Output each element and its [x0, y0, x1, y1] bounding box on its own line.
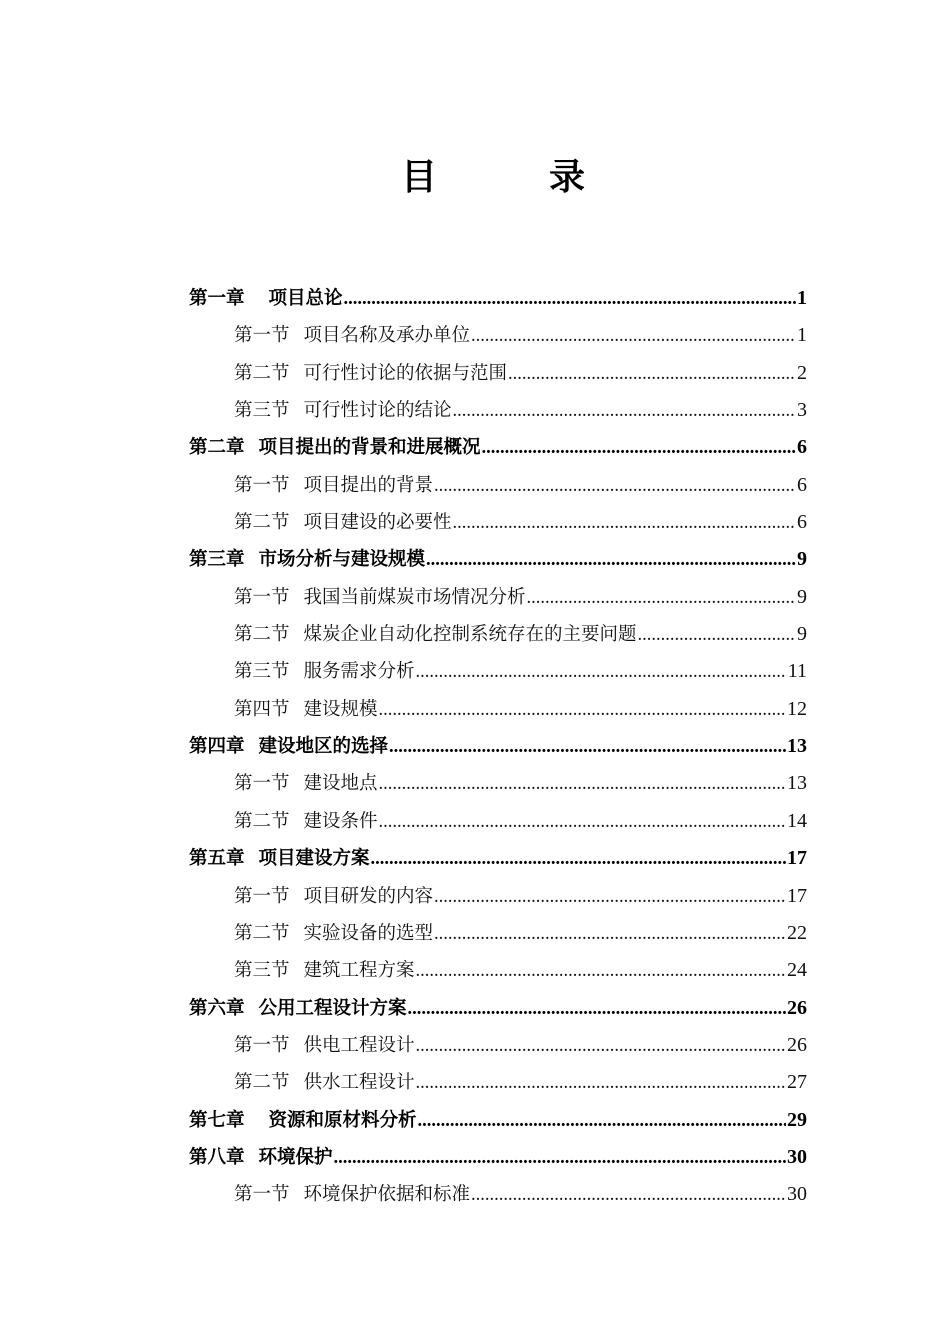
toc-section-entry[interactable] — [189, 765, 807, 802]
toc-entry-label — [234, 1064, 415, 1101]
toc-entry-number: 第三节 — [234, 661, 290, 683]
toc-chapter-entry[interactable] — [189, 1102, 807, 1139]
toc-entry-number: 第三章 — [189, 549, 245, 571]
toc-entry-number: 第一节 — [234, 474, 290, 496]
toc-entry-number: 第一节 — [234, 1034, 290, 1056]
toc-entry-title: 项目研发的内容 — [303, 885, 434, 907]
toc-entry-title: 环境保护依据和标准 — [303, 1184, 471, 1206]
toc-entry-title: 资源和原材料分析 — [268, 1109, 417, 1131]
toc-page-number: 6 — [797, 436, 807, 459]
toc-page-number: 9 — [797, 623, 807, 646]
toc-entry-title: 供电工程设计 — [303, 1034, 415, 1056]
toc-entry-number: 第一章 — [189, 288, 245, 309]
toc-section-entry[interactable] — [189, 392, 807, 429]
toc-dot-leader — [344, 281, 796, 318]
toc-dot-leader — [416, 953, 786, 990]
toc-entry-number: 第一节 — [234, 1184, 290, 1206]
toc-entry-title: 服务需求分析 — [303, 661, 415, 683]
toc-entry-number: 第三节 — [234, 400, 290, 422]
toc-entry-label — [234, 467, 433, 504]
toc-entry-number: 第七章 — [189, 1109, 245, 1131]
table-of-contents — [189, 280, 807, 1214]
toc-page-number: 1 — [797, 287, 807, 309]
toc-entry-label — [189, 280, 343, 317]
toc-dot-leader — [426, 542, 796, 579]
toc-section-entry[interactable] — [189, 317, 807, 354]
toc-entry-label — [189, 1102, 417, 1139]
toc-section-entry[interactable] — [189, 952, 807, 989]
toc-section-entry[interactable] — [189, 579, 807, 616]
toc-dot-leader — [334, 1140, 786, 1177]
toc-entry-label — [234, 653, 415, 690]
toc-chapter-entry[interactable] — [189, 429, 807, 466]
toc-entry-title: 项目名称及承办单位 — [303, 325, 471, 347]
toc-dot-leader — [527, 580, 796, 617]
toc-dot-leader — [434, 916, 786, 953]
toc-entry-label — [189, 541, 425, 578]
toc-entry-title: 建筑工程方案 — [303, 960, 415, 982]
toc-section-entry[interactable] — [189, 915, 807, 952]
toc-entry-label — [234, 1176, 470, 1213]
toc-page-number: 27 — [787, 1071, 807, 1094]
toc-entry-label — [189, 1139, 333, 1176]
toc-dot-leader — [434, 468, 796, 505]
toc-dot-leader — [416, 654, 787, 691]
toc-page-number: 13 — [787, 735, 807, 758]
toc-entry-title: 项目建设的必要性 — [303, 512, 452, 534]
toc-entry-title: 可行性讨论的依据与范围 — [303, 362, 508, 384]
page-title: 目 录 — [400, 157, 623, 198]
toc-page-number: 24 — [787, 959, 807, 982]
toc-dot-leader — [379, 692, 786, 729]
toc-dot-leader — [379, 766, 786, 803]
toc-entry-label — [234, 765, 378, 802]
toc-page-number: 12 — [787, 697, 807, 720]
toc-entry-label — [189, 840, 370, 877]
toc-page-number: 30 — [787, 1183, 807, 1206]
toc-entry-title: 公用工程设计方案 — [258, 997, 407, 1019]
toc-chapter-entry[interactable] — [189, 280, 807, 317]
toc-page-number: 11 — [787, 660, 807, 683]
toc-entry-number: 第二节 — [234, 624, 290, 646]
toc-section-entry[interactable] — [189, 878, 807, 915]
toc-chapter-entry[interactable] — [189, 728, 807, 765]
toc-page-number: 29 — [787, 1108, 807, 1131]
toc-page-number: 2 — [797, 361, 807, 384]
toc-section-entry[interactable] — [189, 691, 807, 728]
toc-page-number: 30 — [787, 1145, 807, 1168]
toc-entry-number: 第三节 — [234, 960, 290, 982]
toc-dot-leader — [389, 729, 786, 766]
toc-entry-title: 项目提出的背景 — [303, 474, 434, 496]
toc-dot-leader — [482, 430, 796, 467]
toc-section-entry[interactable] — [189, 653, 807, 690]
toc-entry-number: 第一节 — [234, 885, 290, 907]
toc-entry-title: 煤炭企业自动化控制系统存在的主要问题 — [303, 624, 637, 646]
toc-dot-leader — [418, 1103, 786, 1140]
toc-section-entry[interactable] — [189, 803, 807, 840]
toc-entry-title: 建设地点 — [303, 773, 378, 795]
toc-dot-leader — [638, 617, 796, 654]
toc-dot-leader — [416, 1028, 786, 1065]
toc-entry-number: 第二节 — [234, 362, 290, 384]
toc-page-number: 14 — [787, 809, 807, 832]
toc-entry-label — [234, 504, 452, 541]
toc-page-number: 9 — [797, 585, 807, 608]
toc-dot-leader — [453, 393, 796, 430]
toc-entry-number: 第四章 — [189, 736, 245, 758]
toc-page-number: 26 — [787, 1033, 807, 1056]
toc-page-number: 6 — [797, 473, 807, 496]
toc-entry-title: 环境保护 — [258, 1146, 333, 1168]
toc-entry-number: 第四节 — [234, 698, 290, 720]
toc-entry-title: 建设地区的选择 — [258, 736, 389, 758]
toc-entry-number: 第八章 — [189, 1146, 245, 1168]
toc-chapter-entry[interactable] — [189, 1139, 807, 1176]
toc-page-number: 17 — [787, 847, 807, 870]
toc-page-number: 22 — [787, 921, 807, 944]
toc-entry-title: 项目提出的背景和进展概况 — [258, 437, 481, 459]
toc-dot-leader — [471, 318, 796, 355]
toc-page-number: 1 — [797, 324, 807, 347]
toc-chapter-entry[interactable] — [189, 541, 807, 578]
toc-entry-number: 第一节 — [234, 325, 290, 347]
toc-entry-number: 第二节 — [234, 922, 290, 944]
toc-dot-leader — [408, 991, 786, 1028]
toc-entry-number: 第一节 — [234, 586, 290, 608]
toc-entry-number: 第五章 — [189, 848, 245, 870]
toc-section-entry[interactable] — [189, 504, 807, 541]
toc-entry-label — [234, 878, 433, 915]
toc-entry-label — [234, 355, 507, 392]
toc-section-entry[interactable] — [189, 467, 807, 504]
toc-entry-title: 项目建设方案 — [258, 848, 370, 870]
toc-dot-leader — [416, 1065, 786, 1102]
toc-dot-leader — [371, 841, 786, 878]
toc-section-entry[interactable] — [189, 616, 807, 653]
toc-entry-number: 第二节 — [234, 512, 290, 534]
toc-entry-label — [189, 990, 407, 1027]
toc-section-entry[interactable] — [189, 1027, 807, 1064]
toc-entry-label — [189, 728, 388, 765]
toc-entry-label — [234, 616, 637, 653]
toc-dot-leader — [434, 879, 786, 916]
toc-entry-label — [234, 1027, 415, 1064]
toc-page-number: 13 — [787, 772, 807, 795]
toc-entry-title: 实验设备的选型 — [303, 922, 434, 944]
toc-entry-label — [234, 691, 378, 728]
toc-entry-title: 建设条件 — [303, 810, 378, 832]
toc-page-number: 3 — [797, 399, 807, 422]
toc-entry-title: 市场分析与建设规模 — [258, 549, 426, 571]
toc-entry-label — [234, 952, 415, 989]
toc-section-entry[interactable] — [189, 1064, 807, 1101]
toc-entry-label — [234, 803, 378, 840]
toc-entry-number: 第二节 — [234, 1072, 290, 1094]
toc-entry-title: 建设规模 — [303, 698, 378, 720]
toc-chapter-entry[interactable] — [189, 840, 807, 877]
toc-dot-leader — [471, 1177, 786, 1214]
toc-dot-leader — [508, 356, 796, 393]
toc-entry-title: 项目总论 — [268, 288, 343, 309]
toc-entry-number: 第二节 — [234, 810, 290, 832]
toc-entry-label — [189, 429, 481, 466]
toc-page-number: 17 — [787, 884, 807, 907]
toc-entry-number: 第一节 — [234, 773, 290, 795]
toc-entry-label — [234, 915, 433, 952]
toc-dot-leader — [453, 505, 796, 542]
toc-entry-title: 供水工程设计 — [303, 1072, 415, 1094]
toc-entry-number: 第六章 — [189, 997, 245, 1019]
toc-page-number: 26 — [787, 996, 807, 1019]
toc-entry-title: 可行性讨论的结论 — [303, 400, 452, 422]
toc-entry-number: 第二章 — [189, 437, 245, 459]
toc-chapter-entry[interactable] — [189, 990, 807, 1027]
toc-section-entry[interactable] — [189, 1176, 807, 1213]
toc-entry-title: 我国当前煤炭市场情况分析 — [303, 586, 526, 608]
toc-section-entry[interactable] — [189, 355, 807, 392]
toc-entry-label — [234, 579, 526, 616]
toc-entry-label — [234, 392, 452, 429]
toc-dot-leader — [379, 804, 786, 841]
toc-page-number: 6 — [797, 511, 807, 534]
toc-entry-label — [234, 317, 470, 354]
toc-page-number: 9 — [797, 548, 807, 571]
